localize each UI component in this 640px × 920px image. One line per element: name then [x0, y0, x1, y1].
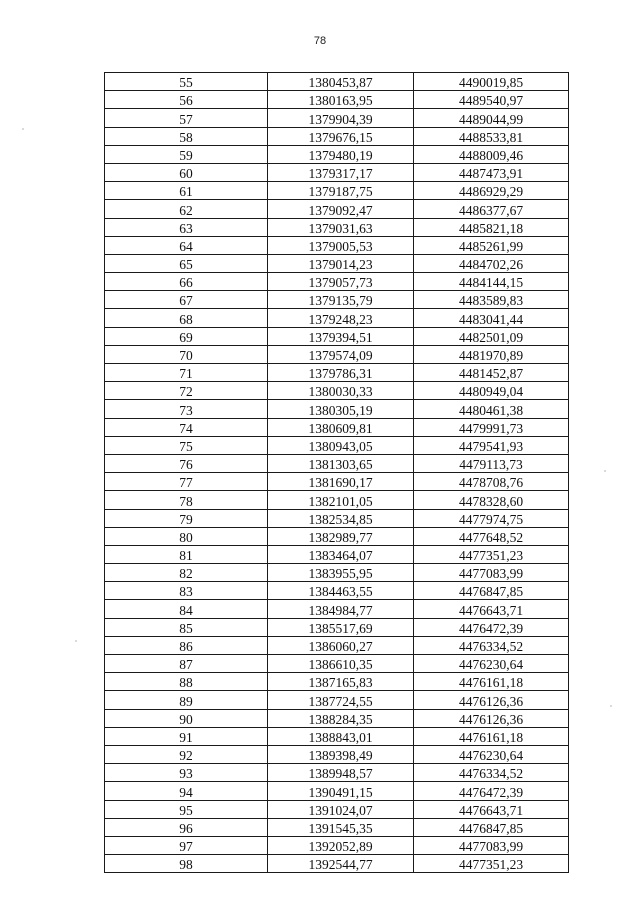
point-number-cell: 80: [105, 527, 268, 545]
table-row: [105, 400, 569, 418]
y-coordinate-cell: 4478328,60: [414, 491, 569, 509]
table-row: [105, 727, 569, 745]
x-coordinate-cell: 1379786,31: [268, 364, 414, 382]
point-number-cell: 91: [105, 727, 268, 745]
table-row: [105, 855, 569, 873]
point-number-cell: 69: [105, 327, 268, 345]
x-coordinate-cell: 1388843,01: [268, 727, 414, 745]
y-coordinate-cell: 4477083,99: [414, 836, 569, 854]
x-coordinate-cell: 1389948,57: [268, 764, 414, 782]
y-coordinate-cell: 4476643,71: [414, 800, 569, 818]
point-number-cell: 78: [105, 491, 268, 509]
table-row: [105, 364, 569, 382]
x-coordinate-cell: 1387724,55: [268, 691, 414, 709]
y-coordinate-cell: 4476126,36: [414, 691, 569, 709]
point-number-cell: 72: [105, 382, 268, 400]
x-coordinate-cell: 1382534,85: [268, 509, 414, 527]
x-coordinate-cell: 1382101,05: [268, 491, 414, 509]
y-coordinate-cell: 4477083,99: [414, 564, 569, 582]
x-coordinate-cell: 1379135,79: [268, 291, 414, 309]
x-coordinate-cell: 1379317,17: [268, 163, 414, 181]
y-coordinate-cell: 4476847,85: [414, 582, 569, 600]
table-row: [105, 345, 569, 363]
x-coordinate-cell: 1385517,69: [268, 618, 414, 636]
x-coordinate-cell: 1383955,95: [268, 564, 414, 582]
table-row: [105, 382, 569, 400]
x-coordinate-cell: 1392544,77: [268, 855, 414, 873]
point-number-cell: 94: [105, 782, 268, 800]
x-coordinate-cell: 1379005,53: [268, 236, 414, 254]
table-row: [105, 182, 569, 200]
point-number-cell: 87: [105, 655, 268, 673]
table-row: [105, 109, 569, 127]
point-number-cell: 86: [105, 636, 268, 654]
x-coordinate-cell: 1379394,51: [268, 327, 414, 345]
y-coordinate-cell: 4479113,73: [414, 454, 569, 472]
point-number-cell: 75: [105, 436, 268, 454]
point-number-cell: 66: [105, 273, 268, 291]
y-coordinate-cell: 4479991,73: [414, 418, 569, 436]
table-row: [105, 145, 569, 163]
point-number-cell: 85: [105, 618, 268, 636]
y-coordinate-cell: 4476230,64: [414, 745, 569, 763]
y-coordinate-cell: 4484144,15: [414, 273, 569, 291]
x-coordinate-cell: 1381303,65: [268, 454, 414, 472]
point-number-cell: 76: [105, 454, 268, 472]
point-number-cell: 83: [105, 582, 268, 600]
y-coordinate-cell: 4489540,97: [414, 91, 569, 109]
x-coordinate-cell: 1380943,05: [268, 436, 414, 454]
y-coordinate-cell: 4488533,81: [414, 127, 569, 145]
y-coordinate-cell: 4477974,75: [414, 509, 569, 527]
y-coordinate-cell: 4478708,76: [414, 473, 569, 491]
y-coordinate-cell: 4479541,93: [414, 436, 569, 454]
table-row: [105, 618, 569, 636]
point-number-cell: 79: [105, 509, 268, 527]
point-number-cell: 89: [105, 691, 268, 709]
table-row: [105, 509, 569, 527]
x-coordinate-cell: 1379904,39: [268, 109, 414, 127]
point-number-cell: 68: [105, 309, 268, 327]
y-coordinate-cell: 4476472,39: [414, 618, 569, 636]
y-coordinate-cell: 4481452,87: [414, 364, 569, 382]
x-coordinate-cell: 1380453,87: [268, 73, 414, 91]
y-coordinate-cell: 4476334,52: [414, 636, 569, 654]
table-row: [105, 73, 569, 91]
y-coordinate-cell: 4483589,83: [414, 291, 569, 309]
x-coordinate-cell: 1387165,83: [268, 673, 414, 691]
point-number-cell: 73: [105, 400, 268, 418]
table-row: [105, 636, 569, 654]
table-row: [105, 218, 569, 236]
table-row: [105, 127, 569, 145]
table-row: [105, 527, 569, 545]
point-number-cell: 77: [105, 473, 268, 491]
y-coordinate-cell: 4477648,52: [414, 527, 569, 545]
table-row: [105, 582, 569, 600]
table-row: [105, 564, 569, 582]
table-row: [105, 254, 569, 272]
point-number-cell: 81: [105, 545, 268, 563]
y-coordinate-cell: 4486377,67: [414, 200, 569, 218]
x-coordinate-cell: 1383464,07: [268, 545, 414, 563]
table-row: [105, 818, 569, 836]
point-number-cell: 55: [105, 73, 268, 91]
x-coordinate-cell: 1388284,35: [268, 709, 414, 727]
x-coordinate-cell: 1384984,77: [268, 600, 414, 618]
point-number-cell: 65: [105, 254, 268, 272]
point-number-cell: 96: [105, 818, 268, 836]
y-coordinate-cell: 4485821,18: [414, 218, 569, 236]
x-coordinate-cell: 1379480,19: [268, 145, 414, 163]
x-coordinate-cell: 1380305,19: [268, 400, 414, 418]
x-coordinate-cell: 1379574,09: [268, 345, 414, 363]
point-number-cell: 58: [105, 127, 268, 145]
table-row: [105, 327, 569, 345]
coordinates-table: [104, 72, 569, 873]
x-coordinate-cell: 1379014,23: [268, 254, 414, 272]
x-coordinate-cell: 1379676,15: [268, 127, 414, 145]
table-row: [105, 273, 569, 291]
y-coordinate-cell: 4489044,99: [414, 109, 569, 127]
point-number-cell: 93: [105, 764, 268, 782]
point-number-cell: 57: [105, 109, 268, 127]
point-number-cell: 74: [105, 418, 268, 436]
page-number: 78: [313, 35, 327, 47]
table-row: [105, 200, 569, 218]
y-coordinate-cell: 4476161,18: [414, 673, 569, 691]
y-coordinate-cell: 4481970,89: [414, 345, 569, 363]
y-coordinate-cell: 4477351,23: [414, 545, 569, 563]
x-coordinate-cell: 1379248,23: [268, 309, 414, 327]
y-coordinate-cell: 4476847,85: [414, 818, 569, 836]
point-number-cell: 56: [105, 91, 268, 109]
scan-speck: [22, 128, 24, 130]
x-coordinate-cell: 1381690,17: [268, 473, 414, 491]
table-row: [105, 454, 569, 472]
table-row: [105, 691, 569, 709]
x-coordinate-cell: 1380030,33: [268, 382, 414, 400]
y-coordinate-cell: 4476161,18: [414, 727, 569, 745]
table-row: [105, 709, 569, 727]
y-coordinate-cell: 4483041,44: [414, 309, 569, 327]
table-row: [105, 600, 569, 618]
x-coordinate-cell: 1379031,63: [268, 218, 414, 236]
y-coordinate-cell: 4487473,91: [414, 163, 569, 181]
scan-speck: [604, 470, 606, 472]
table-row: [105, 91, 569, 109]
x-coordinate-cell: 1380609,81: [268, 418, 414, 436]
table-row: [105, 291, 569, 309]
point-number-cell: 95: [105, 800, 268, 818]
x-coordinate-cell: 1382989,77: [268, 527, 414, 545]
point-number-cell: 60: [105, 163, 268, 181]
point-number-cell: 88: [105, 673, 268, 691]
y-coordinate-cell: 4485261,99: [414, 236, 569, 254]
point-number-cell: 67: [105, 291, 268, 309]
y-coordinate-cell: 4476230,64: [414, 655, 569, 673]
x-coordinate-cell: 1380163,95: [268, 91, 414, 109]
point-number-cell: 82: [105, 564, 268, 582]
point-number-cell: 90: [105, 709, 268, 727]
point-number-cell: 62: [105, 200, 268, 218]
y-coordinate-cell: 4488009,46: [414, 145, 569, 163]
x-coordinate-cell: 1386060,27: [268, 636, 414, 654]
scan-speck: [610, 705, 612, 707]
point-number-cell: 64: [105, 236, 268, 254]
scan-speck: [75, 640, 77, 642]
table-row: [105, 800, 569, 818]
x-coordinate-cell: 1379057,73: [268, 273, 414, 291]
y-coordinate-cell: 4476472,39: [414, 782, 569, 800]
table-row: [105, 836, 569, 854]
point-number-cell: 84: [105, 600, 268, 618]
y-coordinate-cell: 4477351,23: [414, 855, 569, 873]
x-coordinate-cell: 1379187,75: [268, 182, 414, 200]
x-coordinate-cell: 1391545,35: [268, 818, 414, 836]
y-coordinate-cell: 4482501,09: [414, 327, 569, 345]
y-coordinate-cell: 4480949,04: [414, 382, 569, 400]
y-coordinate-cell: 4476643,71: [414, 600, 569, 618]
point-number-cell: 59: [105, 145, 268, 163]
table-row: [105, 545, 569, 563]
point-number-cell: 98: [105, 855, 268, 873]
table-row: [105, 745, 569, 763]
table-row: [105, 236, 569, 254]
table-row: [105, 673, 569, 691]
x-coordinate-cell: 1392052,89: [268, 836, 414, 854]
table-row: [105, 436, 569, 454]
point-number-cell: 61: [105, 182, 268, 200]
table-row: [105, 473, 569, 491]
point-number-cell: 63: [105, 218, 268, 236]
coordinates-table-body: [105, 73, 569, 873]
table-row: [105, 309, 569, 327]
table-row: [105, 418, 569, 436]
x-coordinate-cell: 1389398,49: [268, 745, 414, 763]
point-number-cell: 92: [105, 745, 268, 763]
point-number-cell: 70: [105, 345, 268, 363]
x-coordinate-cell: 1386610,35: [268, 655, 414, 673]
point-number-cell: 71: [105, 364, 268, 382]
table-row: [105, 655, 569, 673]
y-coordinate-cell: 4476126,36: [414, 709, 569, 727]
y-coordinate-cell: 4480461,38: [414, 400, 569, 418]
table-row: [105, 782, 569, 800]
table-row: [105, 491, 569, 509]
point-number-cell: 97: [105, 836, 268, 854]
y-coordinate-cell: 4476334,52: [414, 764, 569, 782]
x-coordinate-cell: 1390491,15: [268, 782, 414, 800]
y-coordinate-cell: 4490019,85: [414, 73, 569, 91]
y-coordinate-cell: 4486929,29: [414, 182, 569, 200]
x-coordinate-cell: 1384463,55: [268, 582, 414, 600]
x-coordinate-cell: 1391024,07: [268, 800, 414, 818]
x-coordinate-cell: 1379092,47: [268, 200, 414, 218]
table-row: [105, 163, 569, 181]
y-coordinate-cell: 4484702,26: [414, 254, 569, 272]
table-row: [105, 764, 569, 782]
